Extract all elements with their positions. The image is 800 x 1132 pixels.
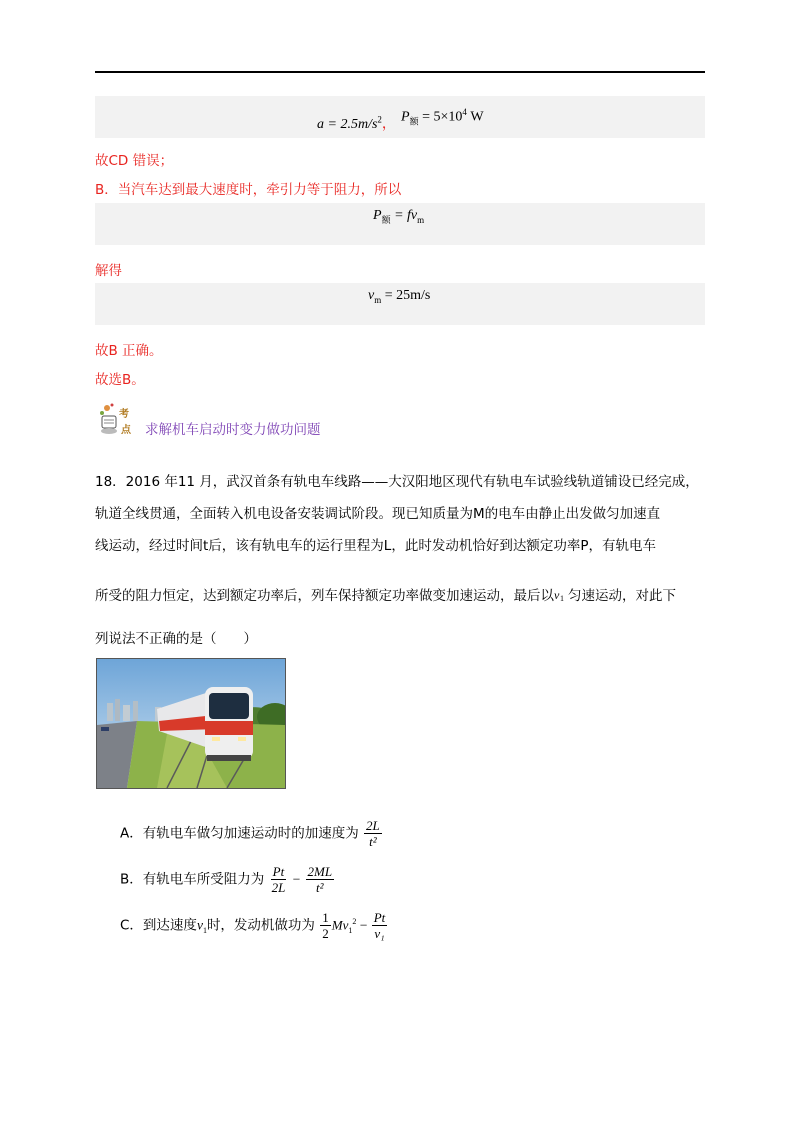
power-symbol: P bbox=[401, 109, 410, 125]
power-value: = 5×10 bbox=[422, 109, 463, 125]
option-b bbox=[120, 864, 335, 895]
eq2-lhs: P bbox=[373, 208, 382, 223]
option-a-text: A．有轨电车做匀加速运动时的加速度为 bbox=[120, 825, 359, 842]
question-line-2: 轨道全线贯通，全面转入机电设备安装调试阶段。现已知质量为M的电车由静止出发做匀加速直 bbox=[95, 506, 661, 522]
option-a-fraction bbox=[364, 818, 382, 849]
option-c-den: v₁ bbox=[374, 926, 385, 941]
equation-box-3 bbox=[95, 283, 705, 325]
option-c-half-den: 2 bbox=[322, 926, 329, 941]
eq2-rhs-sub: m bbox=[417, 214, 425, 225]
question-line-4b: 匀速运动，对此下 bbox=[568, 588, 676, 604]
option-c-text-2: 时，发动机做功为 bbox=[206, 917, 315, 934]
equation-box-1 bbox=[95, 96, 705, 138]
line-b-correct: 故B 正确。 bbox=[95, 343, 163, 359]
option-c bbox=[120, 910, 388, 941]
option-c-mv-sup: 2 bbox=[352, 917, 357, 926]
option-c-v: v bbox=[196, 917, 203, 933]
option-b-fraction-1 bbox=[270, 864, 288, 895]
option-a-den: t² bbox=[369, 834, 377, 849]
equation-vm bbox=[368, 288, 430, 305]
eq3-rhs: = 25m/s bbox=[384, 288, 431, 303]
equation-power bbox=[401, 107, 484, 127]
option-c-minus: − bbox=[356, 917, 371, 933]
option-b-num2: 2ML bbox=[307, 864, 333, 879]
kaodian-topic: 求解机车启动时变力做功问题 bbox=[145, 422, 321, 438]
option-c-mv: Mv bbox=[331, 917, 349, 933]
line-jiede: 解得 bbox=[95, 263, 122, 279]
option-b-den1: 2L bbox=[271, 880, 286, 895]
v1-v: v bbox=[554, 588, 560, 602]
option-b-num1: Pt bbox=[272, 864, 285, 879]
power-sub: 额 bbox=[409, 116, 419, 127]
eq3-lhs: v bbox=[368, 288, 375, 303]
eq2-lhs-sub: 额 bbox=[381, 214, 391, 225]
option-b-den2: t² bbox=[316, 880, 324, 895]
option-c-half-num: 1 bbox=[322, 910, 329, 925]
badge-text-bottom: 点 bbox=[121, 425, 131, 436]
option-b-minus: − bbox=[292, 871, 301, 887]
eq2-rhs: = fv bbox=[394, 208, 418, 223]
option-c-text-1: C．到达速度 bbox=[120, 917, 197, 934]
option-a bbox=[120, 818, 383, 849]
option-c-half bbox=[320, 910, 331, 941]
question-line-3: 线运动，经过时间t后，该有轨电车的运行里程为L，此时发动机恰好到达额定功率P，有轨电车 bbox=[95, 538, 656, 554]
kaodian-badge-icon bbox=[96, 400, 142, 440]
eq3-lhs-sub: m bbox=[374, 294, 382, 305]
acceleration-exp: 2 bbox=[377, 114, 382, 125]
question-line-4 bbox=[95, 584, 676, 604]
option-b-text: B．有轨电车所受阻力为 bbox=[120, 871, 265, 888]
line-b-explanation: B．当汽车达到最大速度时，牵引力等于阻力，所以 bbox=[95, 182, 402, 198]
equation-acceleration bbox=[317, 113, 396, 133]
line-cd-wrong: 故CD 错误； bbox=[95, 153, 174, 169]
badge-text-top: 考 bbox=[119, 409, 129, 420]
line-answer: 故选B。 bbox=[95, 372, 145, 388]
question-line-4a: 所受的阻力恒定，达到额定功率后，列车保持额定功率做变加速运动，最后以 bbox=[95, 588, 554, 604]
option-a-num: 2L bbox=[366, 818, 380, 833]
option-c-num: Pt bbox=[373, 910, 386, 925]
power-exp: 4 bbox=[462, 107, 467, 117]
acceleration-expr: a = 2.5m/s bbox=[317, 117, 378, 132]
option-b-fraction-2 bbox=[306, 864, 335, 895]
question-line-5: 列说法不正确的是（ ） bbox=[95, 631, 257, 647]
question-line-1: 18．2016 年11 月，武汉首条有轨电车线路——大汉阳地区现代有轨电车试验线轨道铺设已经完成， bbox=[95, 474, 699, 490]
v1-sub: 1 bbox=[560, 594, 564, 603]
option-c-v-sub: 1 bbox=[202, 926, 207, 936]
equation-max-speed-power bbox=[373, 208, 424, 226]
option-c-fraction bbox=[372, 910, 388, 941]
header-rule bbox=[95, 71, 705, 73]
tram-photo bbox=[96, 658, 286, 789]
eq-separator: ， bbox=[381, 117, 396, 132]
equation-box-2 bbox=[95, 203, 705, 245]
power-unit: W bbox=[466, 109, 484, 125]
option-c-mv-sub: 1 bbox=[348, 926, 353, 936]
